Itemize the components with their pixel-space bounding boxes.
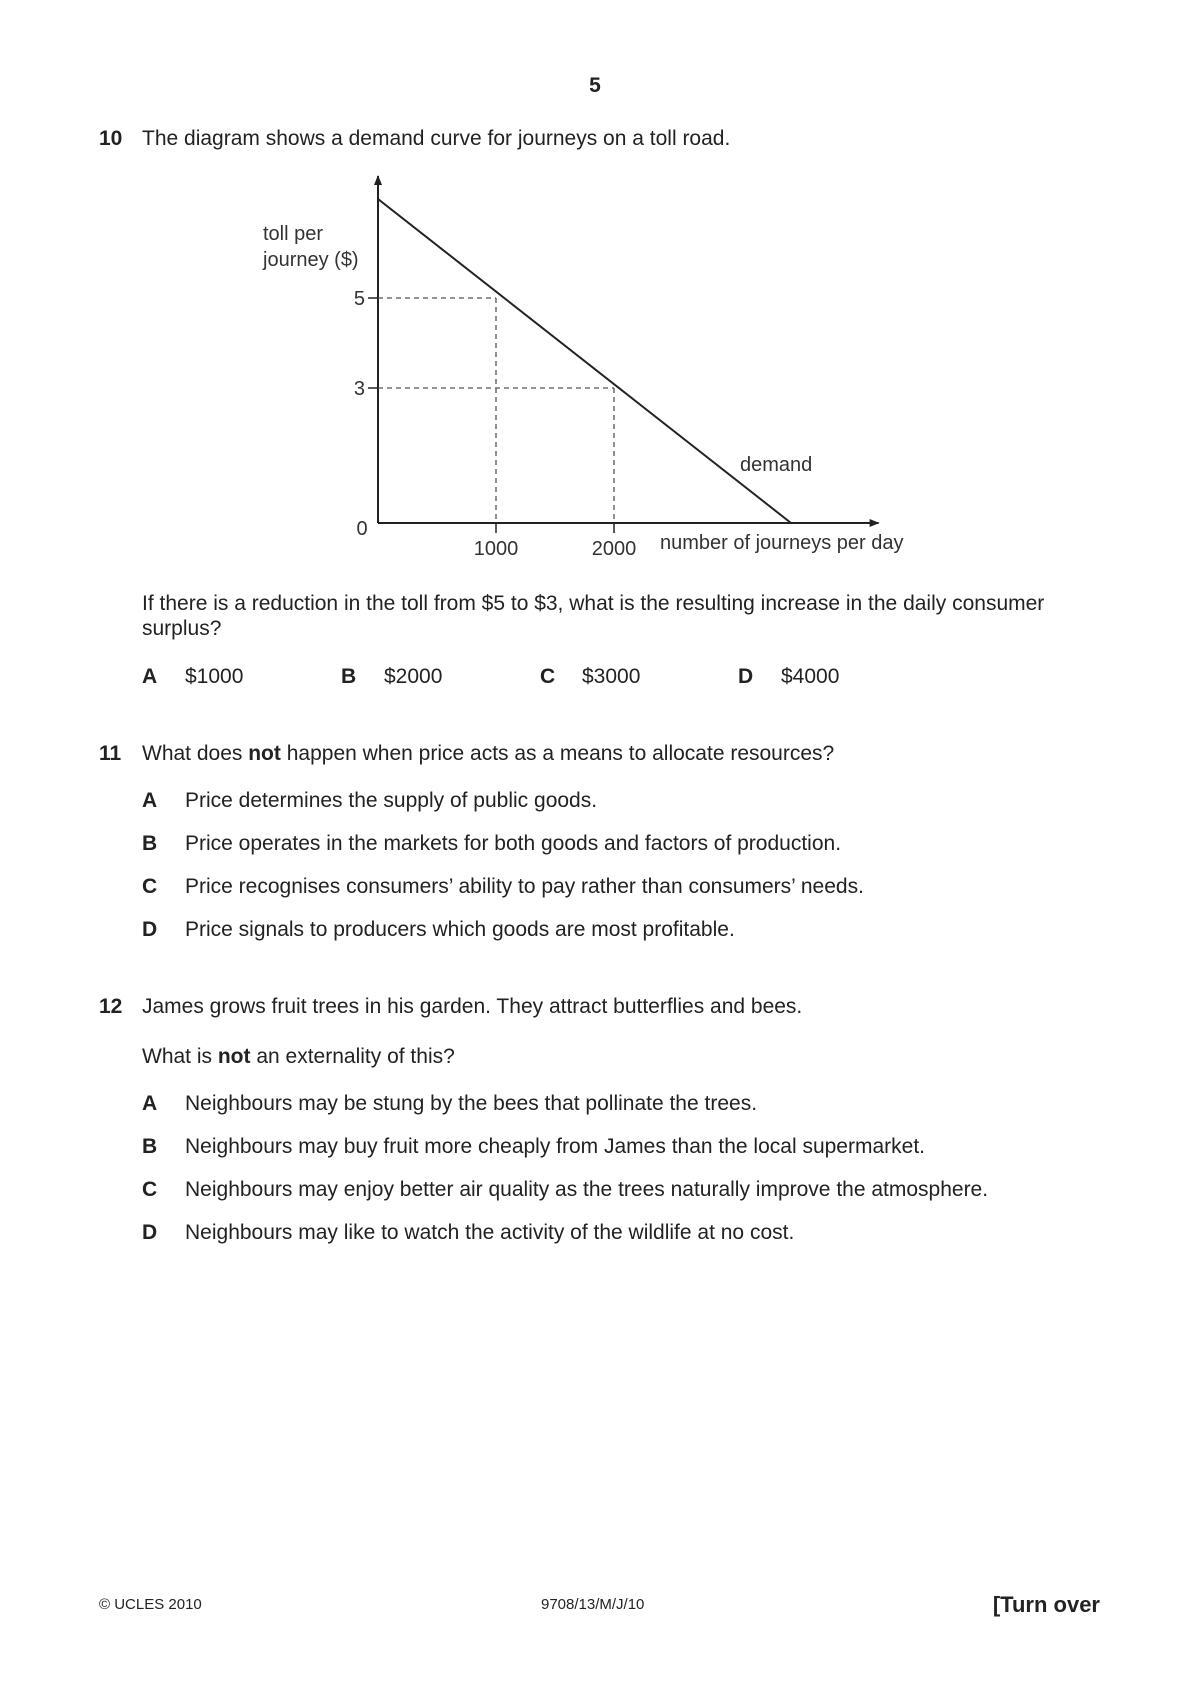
q10-option-c-text[interactable]: $3000 <box>582 665 641 688</box>
q11-option-b-text[interactable]: Price operates in the markets for both goods and factors of production. <box>185 832 842 855</box>
turn-over-label: [Turn over <box>992 1592 1100 1617</box>
demand-chart <box>0 0 1190 570</box>
q12-option-b-letter[interactable]: B <box>142 1135 158 1158</box>
q12-option-d-text[interactable]: Neighbours may like to watch the activity of the wildlife at no cost. <box>185 1221 795 1244</box>
q10-option-b-text[interactable]: $2000 <box>384 665 443 688</box>
origin-label: 0 <box>356 518 368 540</box>
question-11-number: 11 <box>99 742 122 765</box>
x-tick-label-1000: 1000 <box>473 538 519 560</box>
page-number: 5 <box>589 74 601 97</box>
question-11-stem: What does not happen when price acts as a means to allocate resources? <box>142 742 835 765</box>
q11-option-a-letter[interactable]: A <box>142 789 158 812</box>
footer-copyright: © UCLES 2010 <box>99 1596 202 1613</box>
q11-option-d-text[interactable]: Price signals to producers which goods are most profitable. <box>185 918 735 941</box>
q11-option-c-letter[interactable]: C <box>142 875 158 898</box>
y-tick-label-5: 5 <box>353 288 365 310</box>
q12-option-b-text[interactable]: Neighbours may buy fruit more cheaply from James than the local supermarket. <box>185 1135 925 1158</box>
question-10-prompt-line-2: surplus? <box>142 617 222 640</box>
question-12-number: 12 <box>99 995 123 1018</box>
demand-curve <box>378 199 791 523</box>
footer-paper-code: 9708/13/M/J/10 <box>541 1596 645 1613</box>
question-10-prompt-line-1: If there is a reduction in the toll from $5 to $3, what is the resulting increase in the daily consumer <box>142 592 1045 615</box>
q12-option-d-letter[interactable]: D <box>142 1221 158 1244</box>
q10-option-c-letter[interactable]: C <box>540 665 556 688</box>
question-12-stem: James grows fruit trees in his garden. They attract butterflies and bees. <box>142 995 803 1018</box>
q11-option-a-text[interactable]: Price determines the supply of public goods. <box>185 789 598 812</box>
q10-option-a-letter[interactable]: A <box>142 665 158 688</box>
q11-option-d-letter[interactable]: D <box>142 918 158 941</box>
q11-option-c-text[interactable]: Price recognises consumers’ ability to pay rather than consumers’ needs. <box>185 875 864 898</box>
q12-option-a-letter[interactable]: A <box>142 1092 158 1115</box>
q10-option-d-text[interactable]: $4000 <box>781 665 840 688</box>
question-10-number: 10 <box>99 127 123 150</box>
q12-option-a-text[interactable]: Neighbours may be stung by the bees that pollinate the trees. <box>185 1092 758 1115</box>
question-10-stem: The diagram shows a demand curve for journeys on a toll road. <box>142 127 731 150</box>
q11-option-b-letter[interactable]: B <box>142 832 158 855</box>
q10-option-a-text[interactable]: $1000 <box>185 665 244 688</box>
y-axis-label-line-2: journey ($) <box>263 249 359 271</box>
q12-option-c-text[interactable]: Neighbours may enjoy better air quality as the trees naturally improve the atmosphere. <box>185 1178 989 1201</box>
question-12-subquestion: What is not an externality of this? <box>142 1045 455 1068</box>
q12-option-c-letter[interactable]: C <box>142 1178 158 1201</box>
q10-option-b-letter[interactable]: B <box>341 665 357 688</box>
demand-label: demand <box>740 454 813 476</box>
y-tick-label-3: 3 <box>353 378 365 400</box>
q10-option-d-letter[interactable]: D <box>738 665 754 688</box>
x-tick-label-2000: 2000 <box>591 538 637 560</box>
x-axis-label: number of journeys per day <box>660 532 904 554</box>
y-axis-label-line-1: toll per <box>263 223 324 245</box>
